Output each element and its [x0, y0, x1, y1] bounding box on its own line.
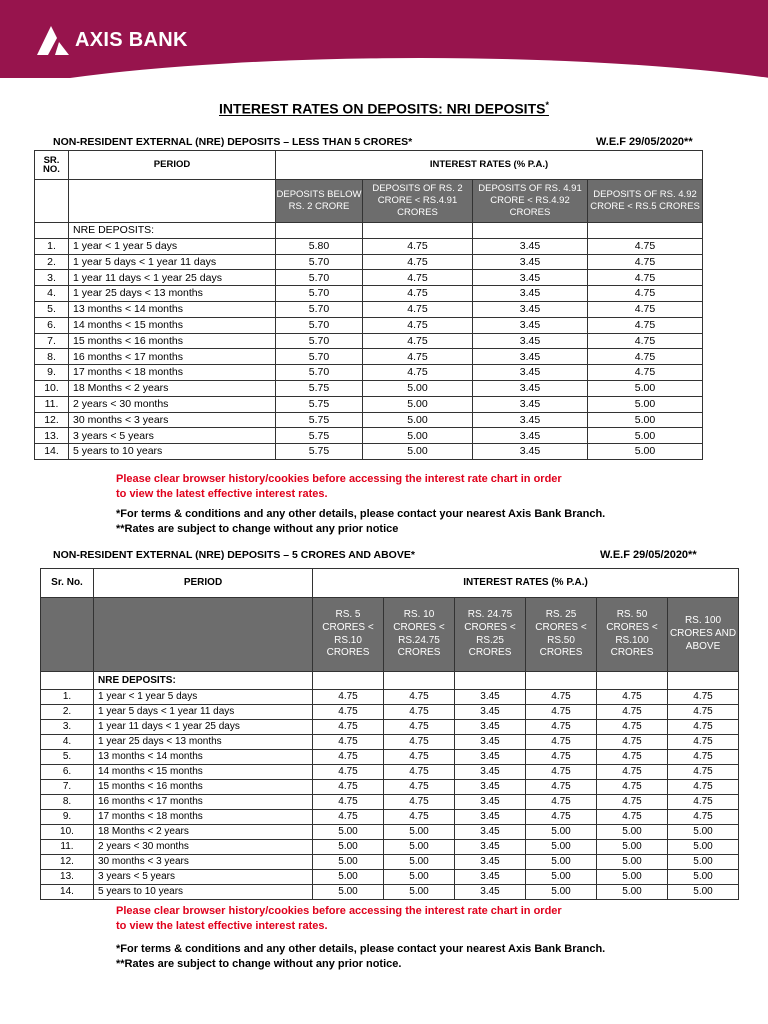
rate-cell: 4.75 [526, 810, 597, 825]
rate-cell: 4.75 [597, 705, 668, 720]
rate-cell: 3.45 [473, 349, 588, 365]
rate-cell: 5.00 [384, 825, 455, 840]
row-number: 12. [35, 412, 69, 428]
rate-cell: 4.75 [597, 780, 668, 795]
section1-terms-note: *For terms & conditions and any other details, please contact your nearest Axis Bank Branch. **Rates are subject to change without any prior notice [116, 508, 606, 535]
header-srno: SR. NO. [35, 151, 69, 180]
rate-cell: 5.00 [526, 855, 597, 870]
row-number: 14. [41, 885, 94, 900]
rate-cell: 4.75 [588, 365, 703, 381]
row-period: 1 year 5 days < 1 year 11 days [94, 705, 313, 720]
row-period: 1 year 25 days < 13 months [69, 286, 276, 302]
table-row [41, 720, 739, 735]
rate-cell: 5.00 [597, 855, 668, 870]
subheader-col: RS. 50 CRORES < RS.100 CRORES [597, 598, 668, 672]
rate-cell: 3.45 [455, 855, 526, 870]
rate-cell: 4.75 [588, 317, 703, 333]
table-row [41, 780, 739, 795]
table-row [35, 301, 703, 317]
rate-cell: 4.75 [384, 720, 455, 735]
rate-cell: 4.75 [668, 720, 739, 735]
table-row [35, 349, 703, 365]
rate-cell: 5.00 [313, 825, 384, 840]
rate-cell: 4.75 [588, 254, 703, 270]
subheader-col: RS. 5 CRORES < RS.10 CRORES [313, 598, 384, 672]
rate-cell: 4.75 [363, 317, 473, 333]
rate-cell: 4.75 [363, 349, 473, 365]
row-number: 1. [41, 690, 94, 705]
rate-cell: 4.75 [313, 690, 384, 705]
rate-cell: 5.00 [668, 840, 739, 855]
rate-cell: 5.70 [276, 349, 363, 365]
table-row [35, 380, 703, 396]
section2-title: NON-RESIDENT EXTERNAL (NRE) DEPOSITS – 5 CRORES AND ABOVE* [53, 549, 415, 561]
table-row [35, 238, 703, 254]
row-number: 9. [35, 365, 69, 381]
rate-cell: 4.75 [363, 333, 473, 349]
rate-cell: 3.45 [473, 270, 588, 286]
rate-cell: 5.75 [276, 396, 363, 412]
section1-wef: W.E.F 29/05/2020** [596, 136, 693, 148]
rate-cell: 5.75 [276, 428, 363, 444]
row-period: 13 months < 14 months [69, 301, 276, 317]
rate-cell: 5.75 [276, 380, 363, 396]
nre-rates-table-5cr-above [40, 568, 739, 900]
rate-cell: 3.45 [473, 365, 588, 381]
section1-browser-note: Please clear browser history/cookies before accessing the interest rate chart in order to view the latest effective interest rates. [116, 473, 562, 500]
row-period: 18 Months < 2 years [94, 825, 313, 840]
rate-cell: 5.00 [313, 840, 384, 855]
rate-cell: 3.45 [455, 720, 526, 735]
table-row [35, 396, 703, 412]
rate-cell: 4.75 [384, 780, 455, 795]
header-period: PERIOD [94, 569, 313, 598]
rate-cell: 4.75 [363, 238, 473, 254]
row-period: 15 months < 16 months [69, 333, 276, 349]
rate-cell: 4.75 [588, 349, 703, 365]
rate-cell: 4.75 [668, 705, 739, 720]
rate-cell: 4.75 [363, 301, 473, 317]
table-row [41, 885, 739, 900]
rate-cell: 4.75 [526, 750, 597, 765]
rate-cell: 4.75 [526, 705, 597, 720]
rate-cell: 4.75 [597, 810, 668, 825]
rate-cell: 5.00 [363, 444, 473, 460]
row-period: 15 months < 16 months [94, 780, 313, 795]
rate-cell: 5.00 [313, 870, 384, 885]
axis-a-icon [35, 24, 71, 56]
rate-cell: 5.00 [588, 396, 703, 412]
rate-cell: 3.45 [473, 238, 588, 254]
row-period: 1 year 25 days < 13 months [94, 735, 313, 750]
rate-cell: 3.45 [455, 885, 526, 900]
row-number: 10. [35, 380, 69, 396]
rate-cell: 5.00 [384, 840, 455, 855]
rate-cell: 4.75 [597, 795, 668, 810]
subheader-col: DEPOSITS BELOW RS. 2 CRORE [276, 180, 363, 223]
rate-cell: 5.70 [276, 270, 363, 286]
header-banner [0, 0, 768, 78]
table-row [41, 795, 739, 810]
row-number: 2. [35, 254, 69, 270]
rate-cell: 3.45 [473, 380, 588, 396]
rate-cell: 4.75 [668, 690, 739, 705]
rate-cell: 4.75 [384, 765, 455, 780]
row-period: 1 year 5 days < 1 year 11 days [69, 254, 276, 270]
row-number: 5. [41, 750, 94, 765]
rate-cell: 4.75 [668, 765, 739, 780]
rate-cell: 3.45 [473, 396, 588, 412]
row-period: 3 years < 5 years [69, 428, 276, 444]
rate-cell: 5.00 [526, 885, 597, 900]
rate-cell: 3.45 [455, 765, 526, 780]
row-number: 1. [35, 238, 69, 254]
rate-cell: 5.70 [276, 286, 363, 302]
rate-cell: 5.00 [313, 885, 384, 900]
rate-cell: 5.70 [276, 365, 363, 381]
row-number: 3. [35, 270, 69, 286]
rate-cell: 4.75 [526, 765, 597, 780]
subheader-col: RS. 25 CRORES < RS.50 CRORES [526, 598, 597, 672]
rate-cell: 5.00 [384, 855, 455, 870]
rate-cell: 4.75 [384, 735, 455, 750]
row-period: 14 months < 15 months [69, 317, 276, 333]
row-number: 10. [41, 825, 94, 840]
section2-terms-note: *For terms & conditions and any other details, please contact your nearest Axis Bank Branch. **Rates are subject to change without any prior notice. [116, 943, 606, 970]
section2-wef: W.E.F 29/05/2020** [600, 549, 697, 561]
header-interest-rates: INTEREST RATES (% P.A.) [276, 151, 703, 180]
rate-cell: 5.00 [597, 825, 668, 840]
group-label: NRE DEPOSITS: [69, 223, 276, 239]
rate-cell: 5.00 [668, 855, 739, 870]
rate-cell: 4.75 [588, 238, 703, 254]
rate-cell: 4.75 [313, 720, 384, 735]
rate-cell: 5.00 [313, 855, 384, 870]
rate-cell: 3.45 [455, 810, 526, 825]
rate-cell: 5.75 [276, 444, 363, 460]
row-period: 30 months < 3 years [69, 412, 276, 428]
section1-title: NON-RESIDENT EXTERNAL (NRE) DEPOSITS – LESS THAN 5 CRORES* [53, 136, 413, 148]
rate-cell: 3.45 [473, 444, 588, 460]
rate-cell: 3.45 [473, 333, 588, 349]
rate-cell: 3.45 [455, 705, 526, 720]
subheader-col: RS. 10 CRORES < RS.24.75 CRORES [384, 598, 455, 672]
header-srno: Sr. No. [41, 569, 94, 598]
row-number: 11. [35, 396, 69, 412]
rate-cell: 4.75 [597, 750, 668, 765]
table-row [35, 254, 703, 270]
rate-cell: 4.75 [313, 795, 384, 810]
table-row [35, 333, 703, 349]
rate-cell: 4.75 [313, 765, 384, 780]
rate-cell: 4.75 [313, 750, 384, 765]
rate-cell: 4.75 [363, 365, 473, 381]
rate-cell: 4.75 [526, 690, 597, 705]
header-interest-rates: INTEREST RATES (% P.A.) [313, 569, 739, 598]
rate-cell: 4.75 [384, 705, 455, 720]
rate-cell: 5.80 [276, 238, 363, 254]
rate-cell: 4.75 [668, 750, 739, 765]
row-number: 14. [35, 444, 69, 460]
row-number: 3. [41, 720, 94, 735]
row-number: 5. [35, 301, 69, 317]
row-period: 1 year < 1 year 5 days [94, 690, 313, 705]
row-period: 3 years < 5 years [94, 870, 313, 885]
rate-cell: 5.00 [526, 825, 597, 840]
row-period: 2 years < 30 months [94, 840, 313, 855]
rate-cell: 4.75 [597, 765, 668, 780]
row-period: 16 months < 17 months [94, 795, 313, 810]
row-period: 1 year 11 days < 1 year 25 days [69, 270, 276, 286]
rate-cell: 4.75 [526, 720, 597, 735]
row-number: 13. [35, 428, 69, 444]
row-number: 4. [35, 286, 69, 302]
table-row [35, 270, 703, 286]
rate-cell: 5.00 [597, 870, 668, 885]
rate-cell: 5.00 [597, 840, 668, 855]
rate-cell: 3.45 [473, 286, 588, 302]
nre-rates-table-below-5cr [34, 150, 703, 460]
banner-curve [0, 58, 768, 78]
rate-cell: 3.45 [455, 795, 526, 810]
rate-cell: 5.00 [363, 428, 473, 444]
rate-cell: 4.75 [668, 735, 739, 750]
rate-cell: 4.75 [363, 270, 473, 286]
table-row [35, 365, 703, 381]
rate-cell: 4.75 [668, 810, 739, 825]
rate-cell: 4.75 [384, 810, 455, 825]
row-number: 11. [41, 840, 94, 855]
table-row [41, 750, 739, 765]
rate-cell: 5.00 [363, 412, 473, 428]
rate-cell: 5.00 [597, 885, 668, 900]
table-row [41, 765, 739, 780]
rate-cell: 4.75 [313, 780, 384, 795]
axis-bank-logo [35, 24, 188, 56]
rate-cell: 3.45 [473, 412, 588, 428]
table-row [41, 840, 739, 855]
rate-cell: 4.75 [588, 333, 703, 349]
table-row [35, 317, 703, 333]
rate-cell: 4.75 [384, 795, 455, 810]
row-period: 14 months < 15 months [94, 765, 313, 780]
header-period: PERIOD [69, 151, 276, 180]
row-period: 18 Months < 2 years [69, 380, 276, 396]
subheader-col: DEPOSITS OF RS. 4.92 CRORE < RS.5 CRORES [588, 180, 703, 223]
table-row [41, 690, 739, 705]
rate-cell: 3.45 [455, 780, 526, 795]
table-row [41, 735, 739, 750]
rate-cell: 4.75 [588, 286, 703, 302]
rate-cell: 3.45 [455, 840, 526, 855]
rate-cell: 3.45 [455, 750, 526, 765]
rate-cell: 5.70 [276, 333, 363, 349]
rate-cell: 5.75 [276, 412, 363, 428]
rate-cell: 4.75 [588, 301, 703, 317]
rate-cell: 5.70 [276, 317, 363, 333]
table-row [35, 286, 703, 302]
rate-cell: 5.00 [363, 396, 473, 412]
rate-cell: 4.75 [313, 705, 384, 720]
subheader-col: DEPOSITS OF RS. 2 CRORE < RS.4.91 CRORES [363, 180, 473, 223]
table-row [41, 825, 739, 840]
rate-cell: 4.75 [363, 254, 473, 270]
row-period: 30 months < 3 years [94, 855, 313, 870]
rate-cell: 5.00 [668, 885, 739, 900]
row-number: 2. [41, 705, 94, 720]
rate-cell: 5.00 [668, 870, 739, 885]
rate-cell: 3.45 [455, 735, 526, 750]
table-row [35, 444, 703, 460]
row-number: 12. [41, 855, 94, 870]
rate-cell: 5.00 [384, 885, 455, 900]
rate-cell: 5.00 [363, 380, 473, 396]
rate-cell: 4.75 [384, 690, 455, 705]
subheader-col: DEPOSITS OF RS. 4.91 CRORE < RS.4.92 CRORES [473, 180, 588, 223]
rate-cell: 5.00 [588, 412, 703, 428]
page-title: INTEREST RATES ON DEPOSITS: NRI DEPOSITS* [219, 100, 549, 117]
table-row [41, 810, 739, 825]
row-number: 8. [35, 349, 69, 365]
subheader-col: RS. 100 CRORES AND ABOVE [668, 598, 739, 672]
row-period: 1 year 11 days < 1 year 25 days [94, 720, 313, 735]
table-row [41, 870, 739, 885]
row-number: 4. [41, 735, 94, 750]
table-row [41, 855, 739, 870]
row-period: 5 years to 10 years [94, 885, 313, 900]
rate-cell: 4.75 [597, 690, 668, 705]
section2-browser-note: Please clear browser history/cookies before accessing the interest rate chart in order to view the latest effective interest rates. [116, 905, 562, 932]
table-row [41, 705, 739, 720]
rate-cell: 3.45 [455, 825, 526, 840]
row-number: 13. [41, 870, 94, 885]
rate-cell: 4.75 [588, 270, 703, 286]
table-row [35, 428, 703, 444]
rate-cell: 3.45 [473, 317, 588, 333]
rate-cell: 4.75 [668, 780, 739, 795]
row-number: 7. [41, 780, 94, 795]
row-number: 6. [35, 317, 69, 333]
rate-cell: 4.75 [384, 750, 455, 765]
rate-cell: 4.75 [526, 795, 597, 810]
rate-cell: 4.75 [597, 720, 668, 735]
rate-cell: 5.00 [384, 870, 455, 885]
rate-cell: 5.70 [276, 301, 363, 317]
row-number: 9. [41, 810, 94, 825]
rate-cell: 3.45 [473, 254, 588, 270]
row-period: 5 years to 10 years [69, 444, 276, 460]
rate-cell: 5.00 [526, 840, 597, 855]
rate-cell: 4.75 [313, 810, 384, 825]
rate-cell: 3.45 [455, 870, 526, 885]
rate-cell: 4.75 [363, 286, 473, 302]
row-period: 1 year < 1 year 5 days [69, 238, 276, 254]
rate-cell: 5.00 [668, 825, 739, 840]
brand-name: AXIS BANK [75, 28, 188, 51]
row-period: 16 months < 17 months [69, 349, 276, 365]
rate-cell: 5.00 [526, 870, 597, 885]
rate-cell: 5.00 [588, 380, 703, 396]
rate-cell: 4.75 [526, 780, 597, 795]
rate-cell: 3.45 [473, 301, 588, 317]
row-period: 17 months < 18 months [69, 365, 276, 381]
row-number: 8. [41, 795, 94, 810]
rate-cell: 3.45 [455, 690, 526, 705]
row-number: 6. [41, 765, 94, 780]
group-label: NRE DEPOSITS: [94, 672, 313, 690]
row-period: 17 months < 18 months [94, 810, 313, 825]
rate-cell: 4.75 [668, 795, 739, 810]
rate-cell: 3.45 [473, 428, 588, 444]
rate-cell: 5.70 [276, 254, 363, 270]
row-period: 2 years < 30 months [69, 396, 276, 412]
row-period: 13 months < 14 months [94, 750, 313, 765]
row-number: 7. [35, 333, 69, 349]
table-row [35, 412, 703, 428]
rate-cell: 5.00 [588, 428, 703, 444]
rate-cell: 4.75 [313, 735, 384, 750]
subheader-col: RS. 24.75 CRORES < RS.25 CRORES [455, 598, 526, 672]
rate-cell: 4.75 [526, 735, 597, 750]
rate-cell: 5.00 [588, 444, 703, 460]
rate-cell: 4.75 [597, 735, 668, 750]
